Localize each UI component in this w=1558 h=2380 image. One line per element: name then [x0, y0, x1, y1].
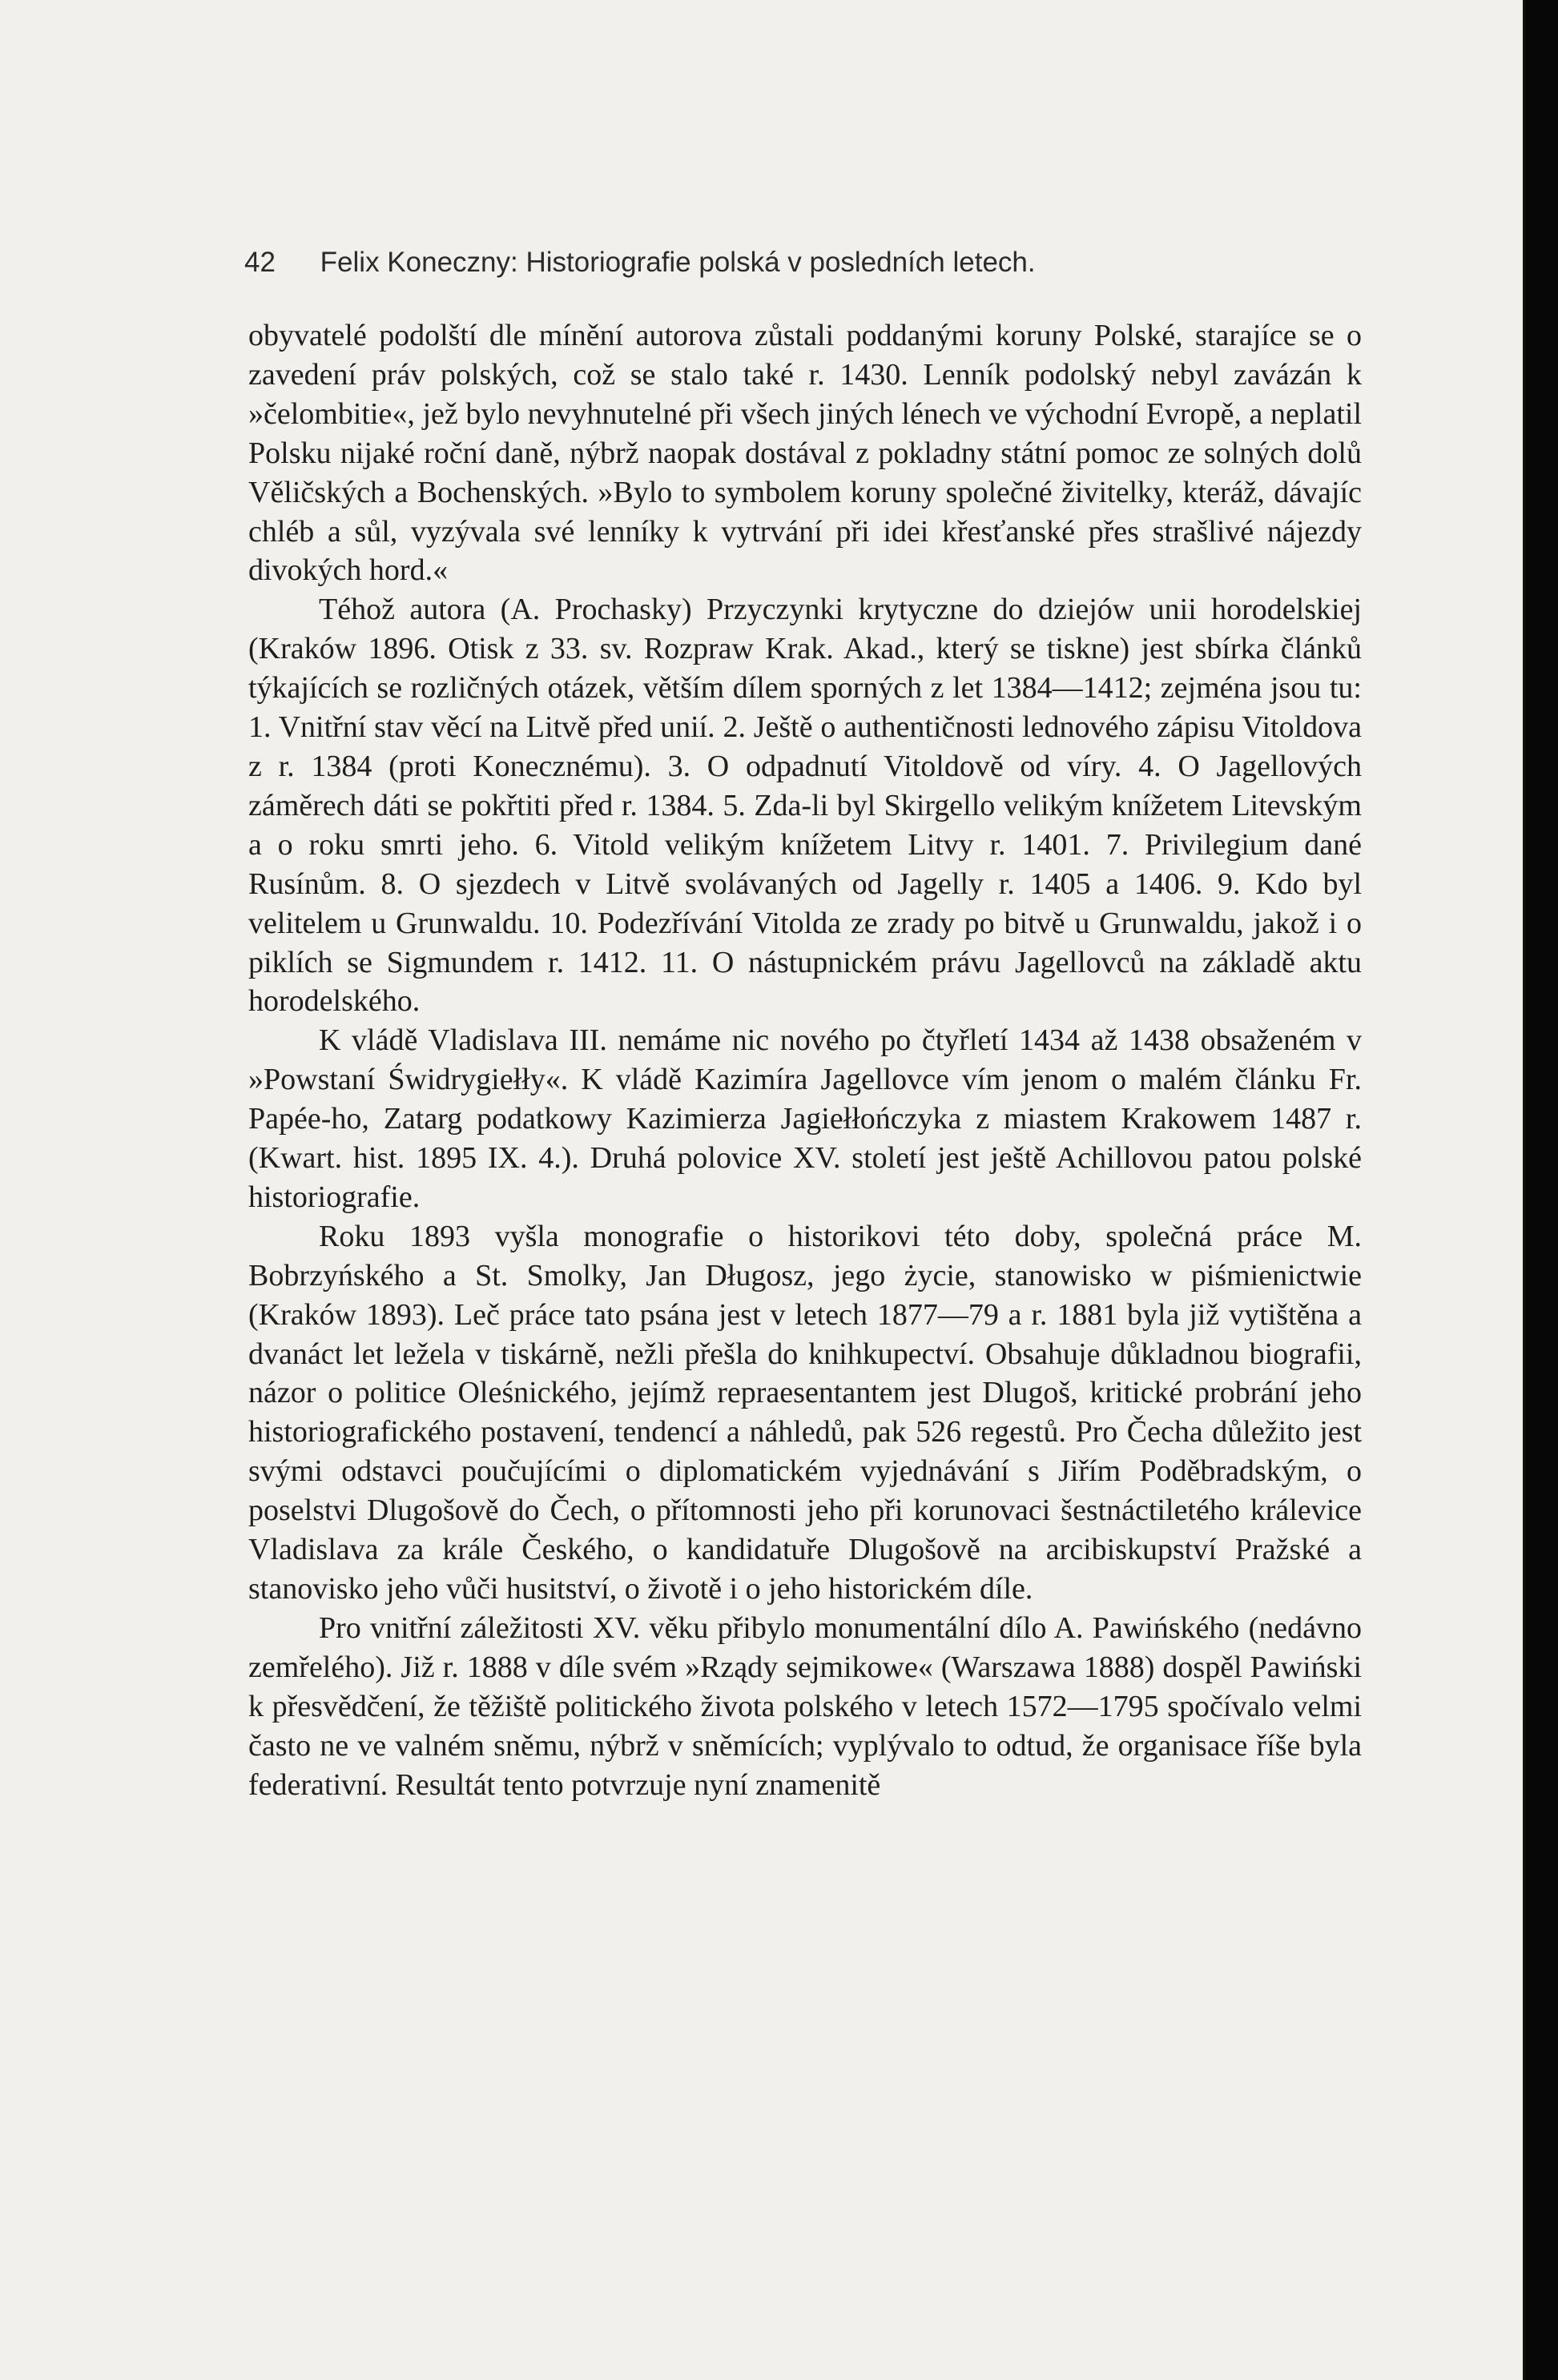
paragraph-vladislav: K vládě Vladislava III. nemáme nic nového po čtyřletí 1434 až 1438 obsaženém v »Powstaní Świdrygiełły«. K vládě Kazimíra Jagellovce vím jenom o malém článku Fr. Papée-ho, Zatarg podatkowy Kazimierza Jagiełłończyka z miastem Krakowem 1487 r. (Kwart. hist. 1895 IX. 4.). Druhá polovice XV. století jest ještě Achillovou patou polské historiografie. — [248, 1023, 1362, 1214]
paragraph-pawinski: Pro vnitřní záležitosti XV. věku přibylo monumentální dílo A. Pawińského (nedávno zemřelého). Již r. 1888 v díle svém »Rządy sejmikowe« (Warszawa 1888) dospěl Pawiński k přesvědčení, že těžiště politického života polského v letech 1572—1795 spočívalo velmi často ne ve valném sněmu, nýbrž v sněmících; vyplývalo to odtud, že organisace říše byla federativní. Resultát tento potvrzuje nyní znamenitě — [248, 1610, 1362, 1802]
running-title: Felix Koneczny: Historiografie polská v posledních letech. — [320, 247, 1036, 278]
paragraph-prochaska: Téhož autora (A. Prochasky) Przyczynki krytyczne do dziejów unii horodelskiej (Kraków 1896. Otisk z 33. sv. Rozpraw Krak. Akad., který se tiskne) jest sbírka článků týkajících se rozličných otázek, větším dílem sporných z let 1384—1412; zejména jsou tu: 1. Vnitřní stav věcí na Litvě před unií. 2. Ještě o authentičnosti lednového zápisu Vitoldova z r. 1384 (proti Konecznému). 3. O odpadnutí Vitoldově od víry. 4. O Jagellových záměrech dáti se pokřtiti před r. 1384. 5. Zda-li byl Skirgello velikým knížetem Litevským a o roku smrti jeho. 6. Vitold velikým knížetem Litvy r. 1401. 7. Privilegium dané Rusínům. 8. O sjezdech v Litvě svolávaných od Jagelly r. 1405 a 1406. 9. Kdo byl velitelem u Grunwaldu. 10. Podezřívání Vitolda ze zrady po bitvě u Grunwaldu, jakož i o piklích se Sigmundem r. 1412. 11. O nástupnickém právu Jagellovců na základě aktu horodelského. — [248, 593, 1362, 1019]
paragraph-dlugosz: Roku 1893 vyšla monografie o historikovi této doby, společná práce M. Bobrzyńského a St. Smolky, Jan Długosz, jego życie, stanowisko w piśmienictwie (Kraków 1893). Leč práce tato psána jest v letech 1877—79 a r. 1881 byla již vytištěna a dvanáct let ležela v tiskárně, nežli přešla do knihkupectví. Obsahuje důkladnou biografii, názor o politice Oleśnického, jejímž repraesentantem jest Dlugoš, kritické probrání jeho historiografického postavení, tendencí a náhledů, pak 526 regestů. Pro Čecha důležito jest svými odstavci poučujícími o diplomatickém vyjednávání s Jiřím Poděbradským, o poselstvi Dlugošově do Čech, o přítomnosti jeho při korunovaci šestnáctiletého králevice Vladislava za krále Českého, o kandidatuře Dlugošově na arcibiskupství Pražské a stanovisko jeho vůči husitství, o životě i o jeho historickém díle. — [248, 1219, 1362, 1606]
page-number: 42 — [244, 247, 276, 278]
body-text — [248, 316, 1362, 1804]
paragraph-continuation: obyvatelé podolští dle mínění autorova zůstali poddanými koruny Polské, starajíce se o zavedení práv polských, což se stalo také r. 1430. Lenník podolský nebyl zavázán k »čelombitie«, jež bylo nevyhnutelné při všech jiných lénech ve východní Evropě, a neplatil Polsku nijaké roční daně, nýbrž naopak dostával z pokladny státní pomoc ze solných dolů Věličských a Bochenských. »Bylo to symbolem koruny společné živitelky, kteráž, dávajíc chléb a sůl, vyzývala své lenníky k vytrvání při idei křesťanské přes strašlivé nájezdy divokých hord.« — [248, 319, 1362, 588]
running-header — [244, 247, 1036, 279]
